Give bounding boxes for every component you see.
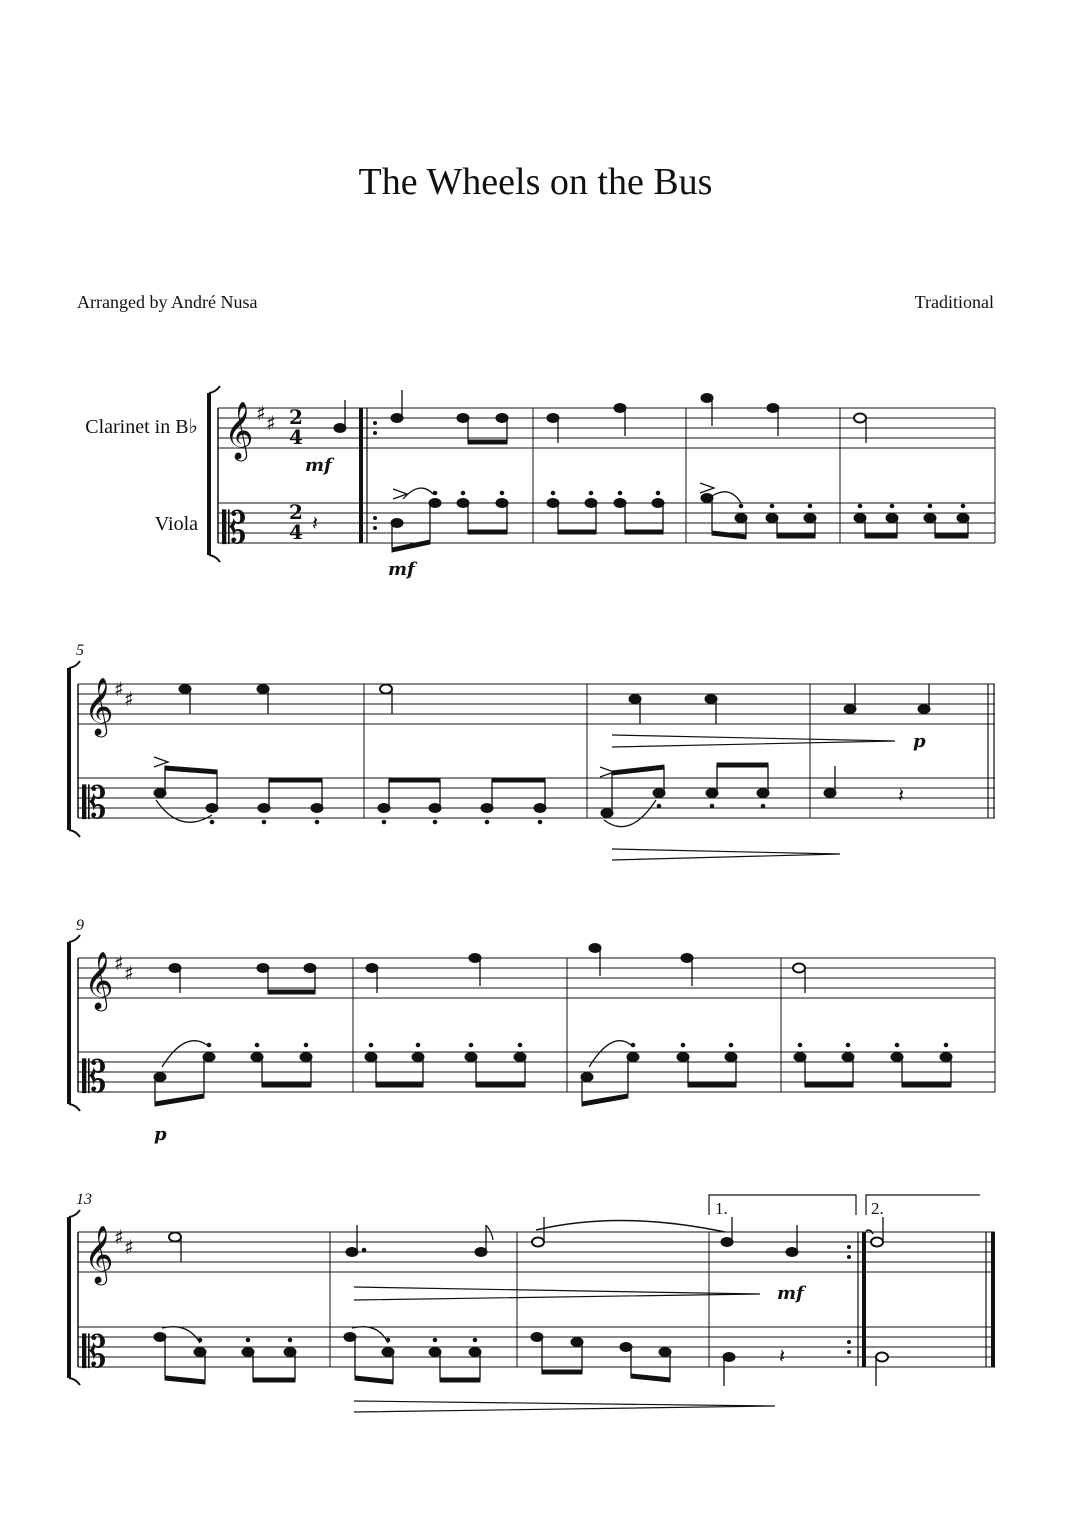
viola-label: Viola: [154, 513, 198, 535]
dynamic-p: p: [154, 1124, 167, 1145]
sharp-icon: ♯: [124, 961, 134, 985]
time-sig-top: 2: [289, 405, 303, 429]
alto-clef-icon: 𝄡: [82, 1327, 107, 1378]
alto-clef-icon: 𝄡: [82, 778, 107, 829]
clarinet-notes-1: [334, 390, 866, 444]
quarter-rest-icon: 𝄽: [312, 511, 319, 535]
sharp-icon: ♯: [114, 677, 124, 701]
clarinet-notes-3: [169, 944, 805, 995]
viola-notes-3: [154, 1043, 952, 1106]
system-3: [69, 935, 995, 1111]
measure-number-13: 13: [76, 1191, 92, 1208]
composer-credit: Traditional: [914, 292, 994, 312]
sharp-icon: ♯: [124, 687, 134, 711]
treble-clef-icon: 𝄞: [84, 1225, 114, 1283]
volta-first: 1.: [715, 1199, 728, 1218]
quarter-rest-icon: 𝄽: [898, 783, 905, 807]
quarter-rest-icon: 𝄽: [779, 1344, 786, 1368]
sharp-icon: ♯: [266, 411, 276, 435]
viola-notes-4: [154, 1333, 888, 1387]
treble-clef-icon: 𝄞: [84, 951, 114, 1009]
dynamic-mf: mf: [777, 1283, 804, 1304]
time-sig-top: 2: [289, 500, 303, 524]
sharp-icon: ♯: [256, 401, 266, 425]
treble-clef-icon: 𝄞: [84, 677, 114, 735]
arranger-credit: Arranged by André Nusa: [77, 292, 258, 312]
measure-number-9: 9: [76, 917, 84, 934]
alto-clef-icon: 𝄡: [222, 503, 247, 554]
alto-clef-icon: 𝄡: [82, 1052, 107, 1103]
viola-notes-2: [154, 763, 904, 824]
time-sig-bottom: 4: [289, 520, 303, 544]
dynamic-p: p: [913, 731, 926, 752]
dynamic-mf: mf: [305, 455, 332, 476]
volta-second: 2.: [871, 1199, 884, 1218]
treble-clef-icon: 𝄞: [224, 401, 254, 459]
clarinet-label: Clarinet in B♭: [85, 416, 198, 438]
measure-number-5: 5: [76, 642, 84, 659]
dynamic-mf: mf: [388, 559, 415, 580]
sharp-icon: ♯: [114, 951, 124, 975]
time-sig-bottom: 4: [289, 425, 303, 449]
sharp-icon: ♯: [114, 1225, 124, 1249]
score-title: The Wheels on the Bus: [358, 161, 713, 203]
sharp-icon: ♯: [124, 1235, 134, 1259]
clarinet-notes-4: [169, 1217, 883, 1262]
